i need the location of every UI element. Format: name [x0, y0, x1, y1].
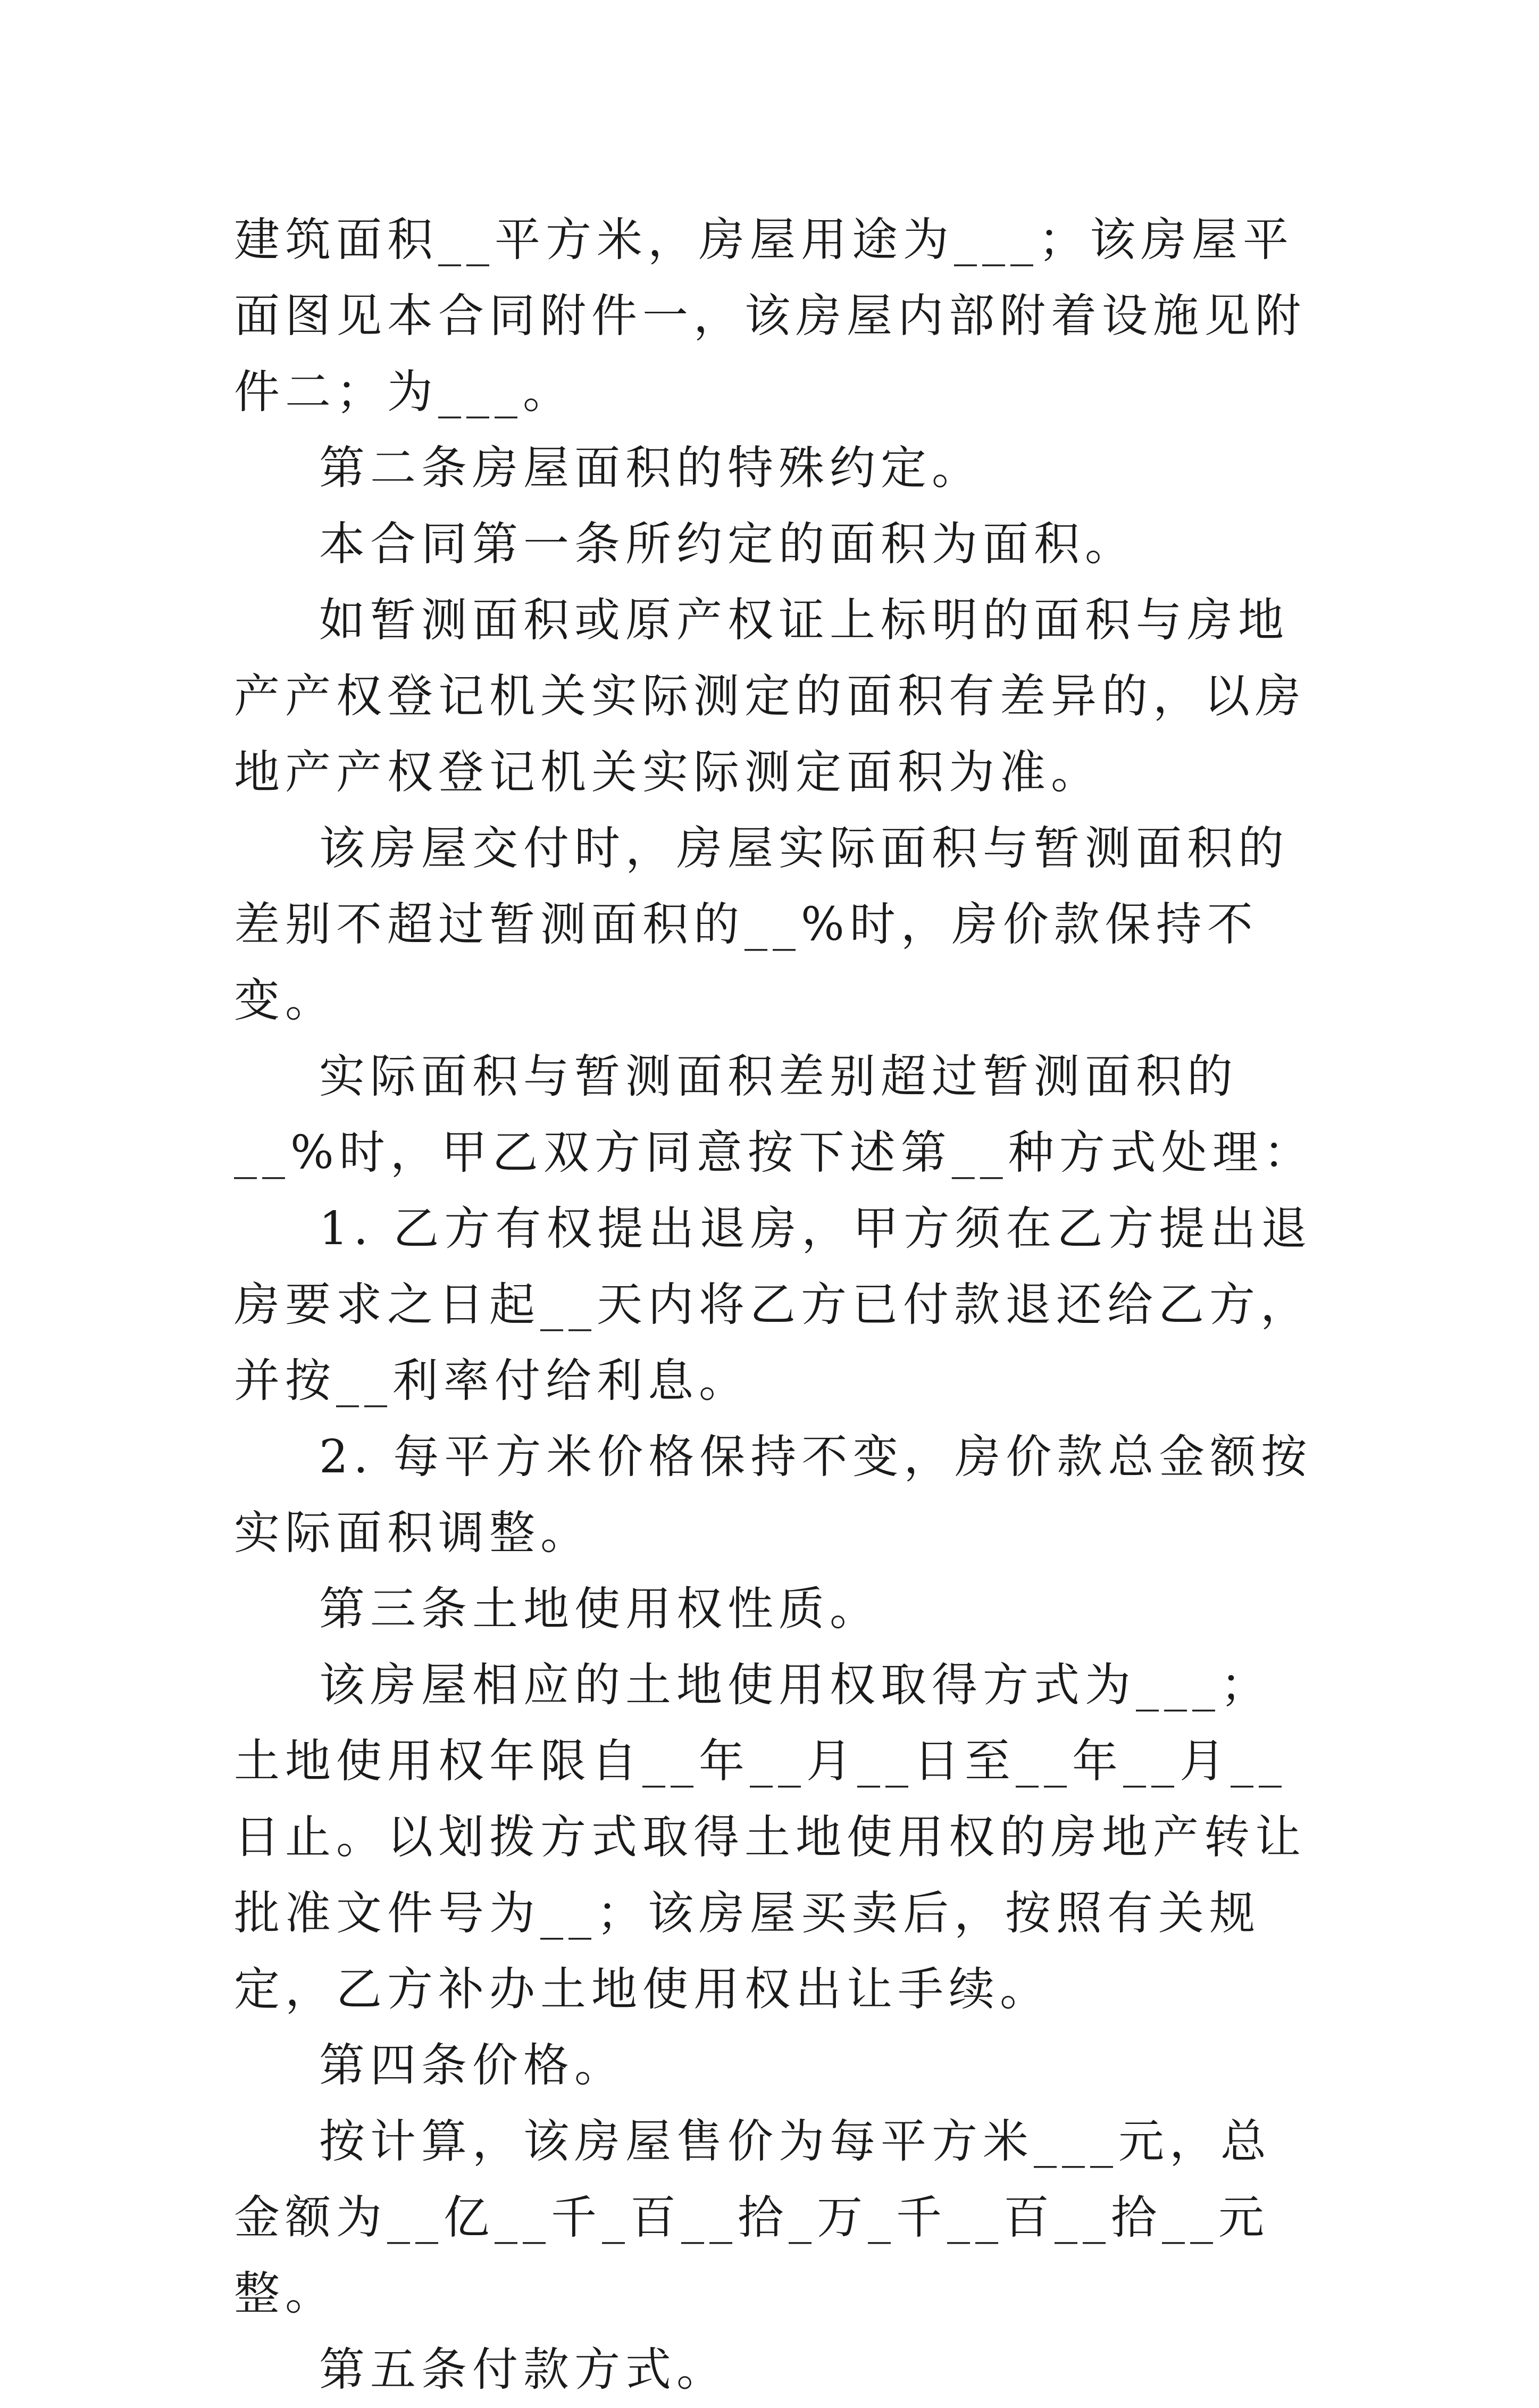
paragraph-option-1: 1. 乙方有权提出退房，甲方须在乙方提出退房要求之日起__天内将乙方已付款退还给乙方，并按__利率付给利息。 — [234, 1202, 1312, 1407]
paragraph-price: 按计算，该房屋售价为每平方米___元，总金额为__亿__千_百__拾_万_千__百__拾__元整。 — [234, 2115, 1272, 2320]
paragraph-area-tolerance: 该房屋交付时，房屋实际面积与暂测面积的差别不超过暂测面积的__%时，房价款保持不变。 — [234, 822, 1289, 1027]
paragraph-area-definition: 本合同第一条所约定的面积为面积。 — [319, 518, 1136, 571]
paragraph-area-exceeds: 实际面积与暂测面积差别超过暂测面积的__%时，甲乙双方同意按下述第__种方式处理： — [234, 1050, 1315, 1179]
paragraph-option-2: 2. 每平方米价格保持不变，房价款总金额按实际面积调整。 — [234, 1430, 1312, 1560]
heading-article-2: 第二条房屋面积的特殊约定。 — [319, 441, 983, 495]
heading-article-5: 第五条付款方式。 — [319, 2343, 727, 2396]
paragraph-area-discrepancy: 如暂测面积或原产权证上标明的面积与房地产产权登记机关实际测定的面积有差异的，以房地产产权登记机关实际测定面积为准。 — [234, 594, 1306, 799]
paragraph-land-use-right: 该房屋相应的土地使用权取得方式为___；土地使用权年限自__年__月__日至__年__月__日止。以划拨方式取得土地使用权的房地产转让批准文件号为__；该房屋买卖后，按照有关规定，乙方补办土地使用权出让手续。 — [234, 1659, 1306, 2016]
heading-article-3: 第三条土地使用权性质。 — [319, 1582, 881, 1636]
paragraph-floor-area-usage: 建筑面积__平方米，房屋用途为___；该房屋平面图见本合同附件一，该房屋内部附着设施见附件二；为___。 — [234, 213, 1306, 419]
heading-article-4: 第四条价格。 — [319, 2039, 625, 2092]
contract-page — [234, 202, 1319, 2408]
